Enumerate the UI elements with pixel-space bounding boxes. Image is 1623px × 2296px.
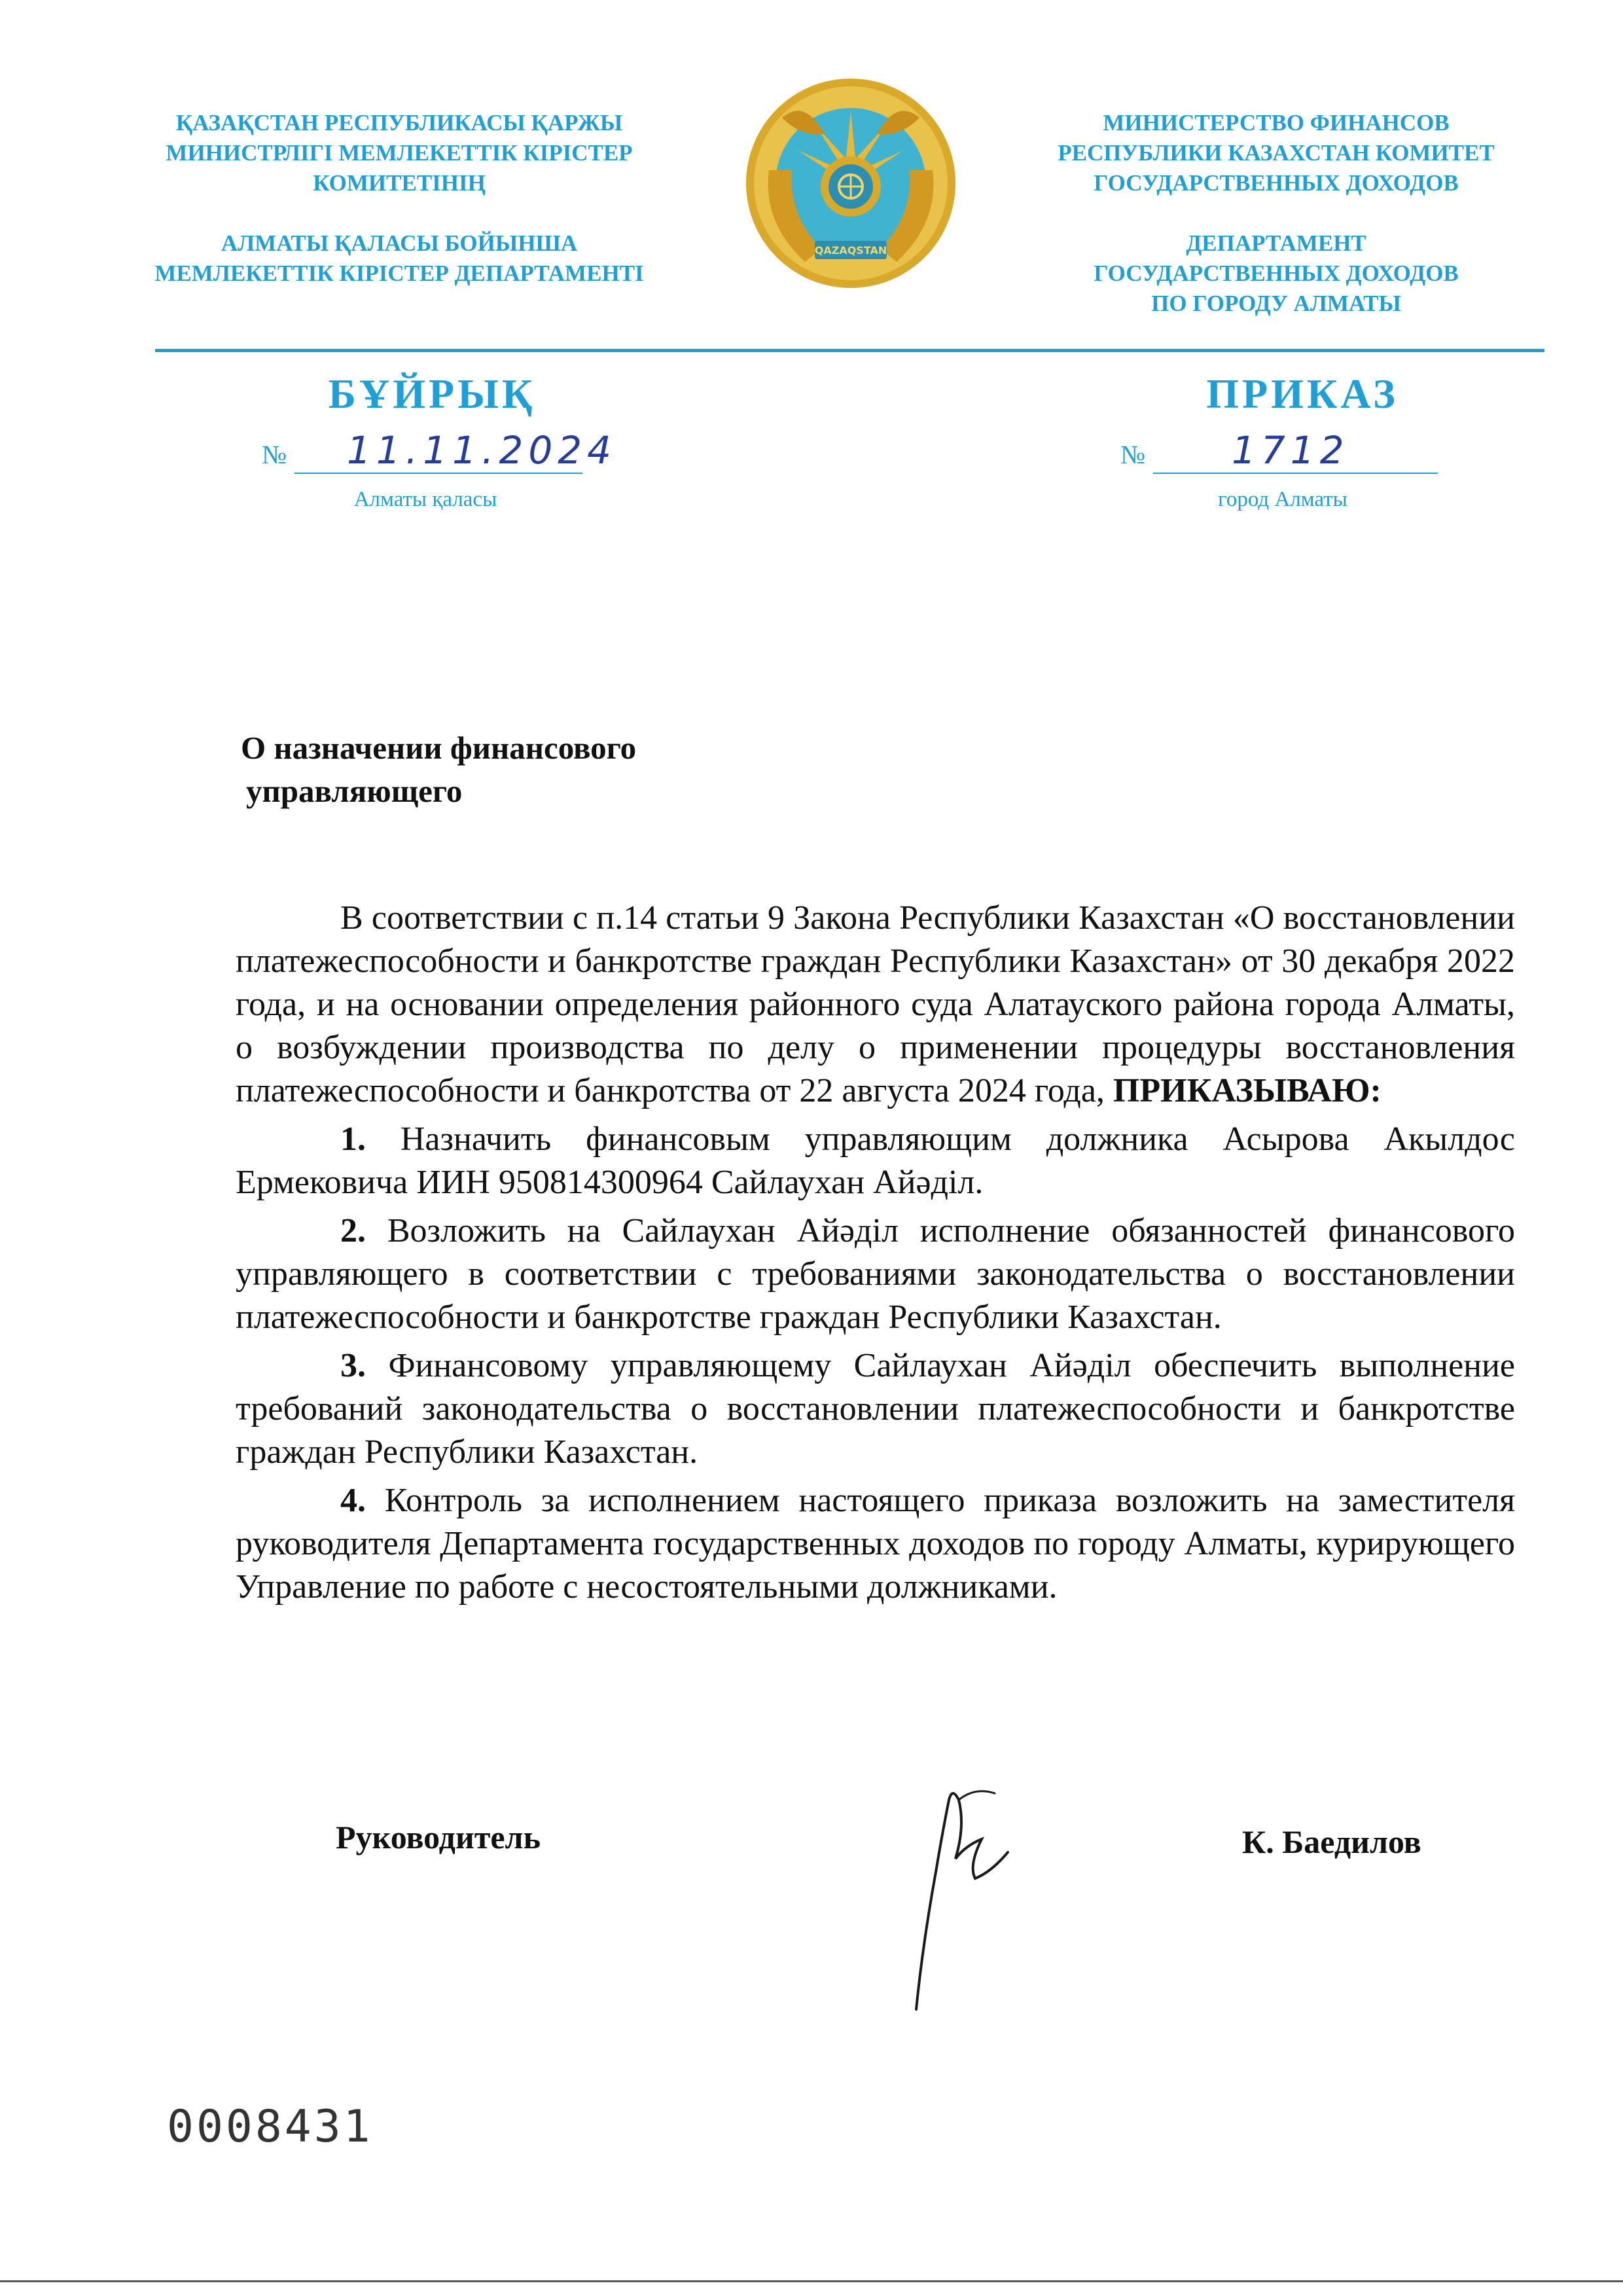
doc-type-russian: ПРИКАЗ bbox=[1206, 370, 1399, 417]
scan-edge bbox=[0, 2280, 1623, 2282]
order-item bbox=[236, 1344, 1515, 1474]
item-number: 4. bbox=[340, 1482, 366, 1519]
number-underline bbox=[294, 473, 582, 474]
state-emblem-icon bbox=[743, 72, 959, 295]
svg-text:QAZAQSTAN: QAZAQSTAN bbox=[814, 244, 887, 257]
number-field-left bbox=[262, 425, 617, 478]
order-item bbox=[236, 1210, 1515, 1339]
number-underline bbox=[1153, 473, 1438, 474]
subject-line: О назначении финансового bbox=[241, 730, 637, 766]
order-item bbox=[236, 1118, 1515, 1204]
number-field-right bbox=[1120, 425, 1441, 478]
item-text: Контроль за исполнением настоящего приказа возложить на заместителя руководителя Департамента государственных доходов по городу Алматы, курирующего Управление по работе с несостоятельными должниками. bbox=[236, 1482, 1516, 1605]
number-sign: № bbox=[262, 440, 287, 469]
doc-type-kazakh: БҰЙРЫҚ bbox=[328, 370, 536, 417]
header-right-line: РЕСПУБЛИКИ КАЗАХСТАН КОМИТЕТ bbox=[1058, 140, 1495, 166]
order-subject bbox=[241, 726, 830, 813]
intro-paragraph: В соответствии с п.14 статьи 9 Закона Республики Казахстан «О восстановлении платежеспособности и банкротстве граждан Республики Казахстан» от 30 декабря 2022 года, и на основании определения районного суда Алатауского района города Алматы, о возбуждении производства по делу о применении процедуры восстановления платежеспособности и банкротства от 22 августа 2024 года, ПРИКАЗЫВАЮ: bbox=[236, 899, 1515, 1109]
item-number: 3. bbox=[340, 1347, 366, 1384]
city-russian: город Алматы bbox=[1218, 488, 1347, 511]
header-right-line: ПО ГОРОДУ АЛМАТЫ bbox=[1151, 291, 1401, 316]
item-text: Финансовому управляющему Сайлаухан Айәділ обеспечить выполнение требований законодательства о восстановлении платежеспособности и банкротстве граждан Республики Казахстан. bbox=[236, 1347, 1515, 1471]
order-item bbox=[236, 1479, 1515, 1609]
subject-line: управляющего bbox=[246, 773, 463, 809]
handwritten-signature bbox=[903, 1774, 1054, 2016]
header-right-line: ДЕПАРТАМЕНТ bbox=[1186, 230, 1366, 256]
header-right-line: ГОСУДАРСТВЕННЫХ ДОХОДОВ bbox=[1094, 260, 1459, 286]
signatory-name: К. Баедилов bbox=[1242, 1823, 1421, 1860]
item-number: 2. bbox=[340, 1212, 366, 1249]
number-sign: № bbox=[1120, 440, 1146, 469]
item-number: 1. bbox=[340, 1121, 366, 1158]
header-right-russian bbox=[1005, 108, 1548, 319]
signatory-title: Руководитель bbox=[336, 1819, 541, 1856]
city-kazakh: Алматы қаласы bbox=[353, 488, 497, 511]
header-right-line: МИНИСТЕРСТВО ФИНАНСОВ bbox=[1103, 110, 1450, 135]
item-text: Возложить на Сайлаухан Айәділ исполнение обязанностей финансового управляющего в соответствии с требованиями законодательства о восстановлении платежеспособности и банкротстве граждан Республики Казахстан. bbox=[236, 1212, 1516, 1336]
item-text: Назначить финансовым управляющим должника Асырова Акылдос Ермековича ИИН 950814300964 Сайлаухан Айәділ. bbox=[236, 1121, 1515, 1201]
header-right-line: ГОСУДАРСТВЕННЫХ ДОХОДОВ bbox=[1094, 170, 1459, 196]
header-left-kazakh bbox=[128, 108, 671, 289]
header-left-line: МИНИСТРЛІГІ МЕМЛЕКЕТТІК КІРІСТЕР bbox=[166, 140, 633, 166]
header-left-line: КОМИТЕТІНІҢ bbox=[313, 170, 486, 196]
header-divider bbox=[155, 349, 1544, 352]
header-left-line: АЛМАТЫ ҚАЛАСЫ БОЙЫНША bbox=[221, 230, 578, 256]
order-body bbox=[236, 897, 1515, 1609]
handwritten-date: 11.11.2024 bbox=[347, 428, 617, 473]
header-left-line: ҚАЗАҚСТАН РЕСПУБЛИКАСЫ ҚАРЖЫ bbox=[175, 110, 623, 135]
form-serial-number: 0008431 bbox=[167, 2101, 373, 2153]
handwritten-order-number: 1712 bbox=[1232, 428, 1349, 473]
header-left-line: МЕМЛЕКЕТТІК КІРІСТЕР ДЕПАРТАМЕНТІ bbox=[154, 260, 644, 286]
order-keyword: ПРИКАЗЫВАЮ: bbox=[1113, 1072, 1382, 1109]
